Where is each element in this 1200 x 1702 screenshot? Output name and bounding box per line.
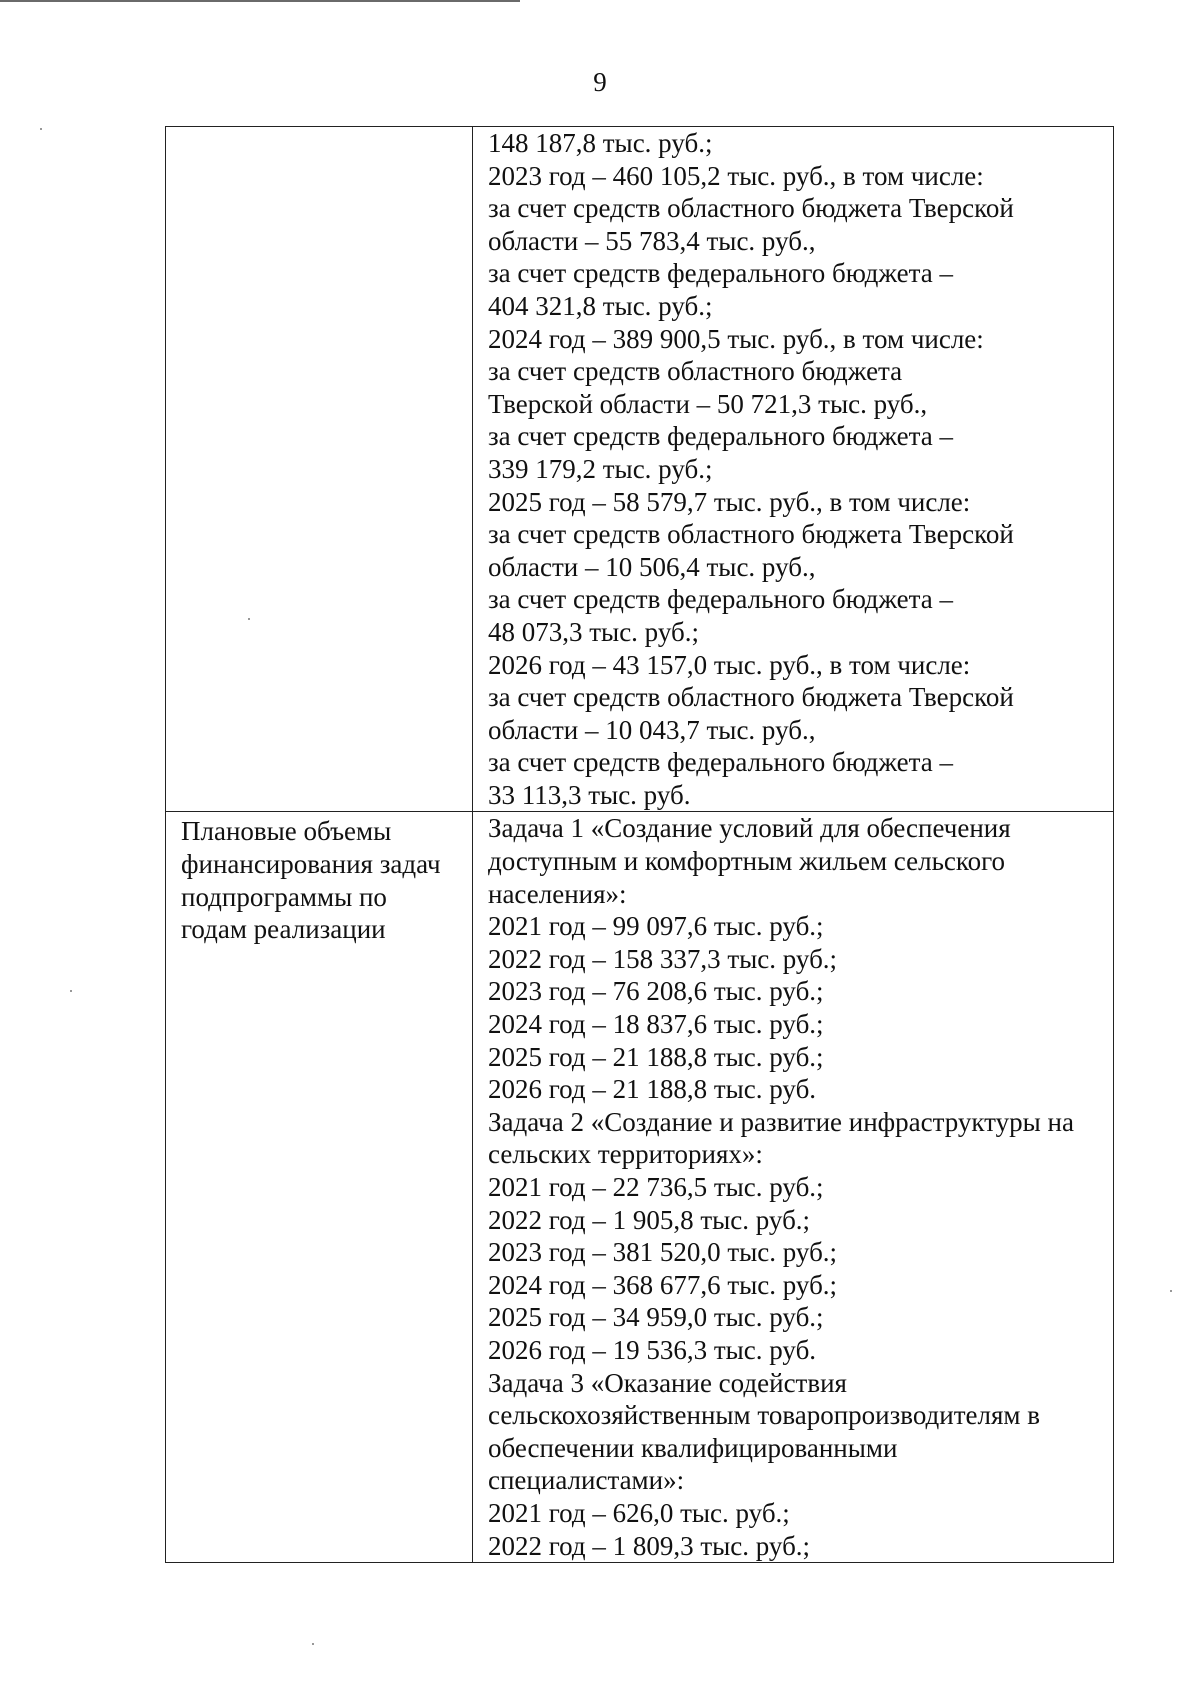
financing-text-line: 2024 год – 389 900,5 тыс. руб., в том числе:	[488, 323, 984, 354]
financing-text-line: 2026 год – 43 157,0 тыс. руб., в том числе:	[488, 649, 971, 680]
financing-text-line: 33 113,3 тыс. руб.	[488, 779, 691, 810]
financing-text-line: за счет средств областного бюджета Тверской	[488, 193, 1014, 224]
task-financing-line: Задача 3 «Оказание содействия	[488, 1367, 847, 1398]
task-financing-line: 2021 год – 22 736,5 тыс. руб.;	[488, 1172, 824, 1202]
table-row-planned-task-financing	[166, 812, 1114, 1563]
task-financing-line: 2023 год – 381 520,0 тыс. руб.;	[488, 1237, 838, 1268]
financing-text-line: за счет средств областного бюджета	[488, 356, 903, 387]
scan-speck	[70, 990, 72, 992]
financing-text-line: за счет средств областного бюджета Тверской	[488, 682, 1014, 713]
row1-right-text	[473, 127, 1113, 811]
row2-left-text	[166, 812, 472, 945]
financing-text-line: Тверской области – 50 721,3 тыс. руб.,	[488, 388, 928, 419]
row-heading-line: Плановые объемы	[181, 816, 392, 847]
financing-text-line: за счет средств федерального бюджета –	[488, 747, 953, 778]
task-financing-line: доступным и комфортным жильем сельского	[488, 846, 1006, 877]
row1-left-cell	[166, 127, 473, 812]
financing-text-line: за счет средств федерального бюджета –	[488, 584, 953, 615]
financing-text-line: 2025 год – 58 579,7 тыс. руб., в том числе:	[488, 486, 971, 517]
financing-text-line: 2023 год – 460 105,2 тыс. руб., в том числе:	[488, 160, 984, 191]
scan-speck	[312, 1643, 314, 1645]
task-financing-line: обеспечении квалифицированными	[488, 1432, 898, 1463]
task-financing-line: Задача 2 «Создание и развитие инфраструктуры на	[488, 1106, 1074, 1137]
scan-speck	[248, 618, 250, 620]
task-financing-line: сельских территориях»:	[488, 1139, 763, 1170]
row1-right-cell	[473, 127, 1114, 812]
scan-speck	[40, 128, 42, 130]
table-row-continued-financing	[166, 127, 1114, 812]
financing-text-line: области – 55 783,4 тыс. руб.,	[488, 225, 816, 256]
row2-right-text	[473, 812, 1113, 1562]
task-financing-line: 2025 год – 21 188,8 тыс. руб.;	[488, 1041, 824, 1072]
task-financing-line: 2022 год – 1 905,8 тыс. руб.;	[488, 1204, 811, 1235]
task-financing-line: 2022 год – 158 337,3 тыс. руб.;	[488, 943, 838, 974]
task-financing-line: Задача 1 «Создание условий для обеспечения	[488, 813, 1011, 844]
scan-top-edge-line	[0, 0, 520, 2]
task-financing-line: 2025 год – 34 959,0 тыс. руб.;	[488, 1302, 824, 1333]
row-heading-line: финансирования задач	[181, 849, 441, 880]
task-financing-line: 2026 год – 19 536,3 тыс. руб.	[488, 1334, 817, 1365]
task-financing-line: 2022 год – 1 809,3 тыс. руб.;	[488, 1530, 811, 1561]
financing-text-line: 148 187,8 тыс. руб.;	[488, 128, 713, 158]
row2-left-cell	[166, 812, 473, 1563]
financing-text-line: за счет средств областного бюджета Тверской	[488, 519, 1014, 550]
financing-text-line: 404 321,8 тыс. руб.;	[488, 290, 713, 321]
task-financing-line: 2026 год – 21 188,8 тыс. руб.	[488, 1074, 817, 1105]
task-financing-line: сельскохозяйственным товаропроизводителям в	[488, 1400, 1040, 1431]
financing-text-line: за счет средств федерального бюджета –	[488, 421, 953, 452]
row2-right-cell	[473, 812, 1114, 1563]
page-number: 9	[593, 67, 607, 97]
task-financing-line: 2024 год – 18 837,6 тыс. руб.;	[488, 1009, 824, 1040]
financing-text-line: за счет средств федерального бюджета –	[488, 258, 953, 289]
financing-text-line: области – 10 506,4 тыс. руб.,	[488, 551, 816, 582]
financing-text-line: 48 073,3 тыс. руб.;	[488, 616, 699, 647]
financing-text-line: области – 10 043,7 тыс. руб.,	[488, 714, 816, 745]
row-heading-line: годам реализации	[181, 914, 386, 945]
task-financing-line: 2021 год – 99 097,6 тыс. руб.;	[488, 911, 824, 942]
task-financing-line: специалистами»:	[488, 1465, 685, 1496]
row-heading-line: подпрограммы по	[181, 881, 387, 912]
task-financing-line: населения»:	[488, 878, 627, 909]
scan-speck	[1170, 1290, 1172, 1292]
task-financing-line: 2024 год – 368 677,6 тыс. руб.;	[488, 1269, 838, 1300]
subprogram-financing-table	[165, 126, 1114, 1563]
task-financing-line: 2023 год – 76 208,6 тыс. руб.;	[488, 976, 824, 1007]
financing-text-line: 339 179,2 тыс. руб.;	[488, 453, 713, 484]
task-financing-line: 2021 год – 626,0 тыс. руб.;	[488, 1497, 790, 1528]
